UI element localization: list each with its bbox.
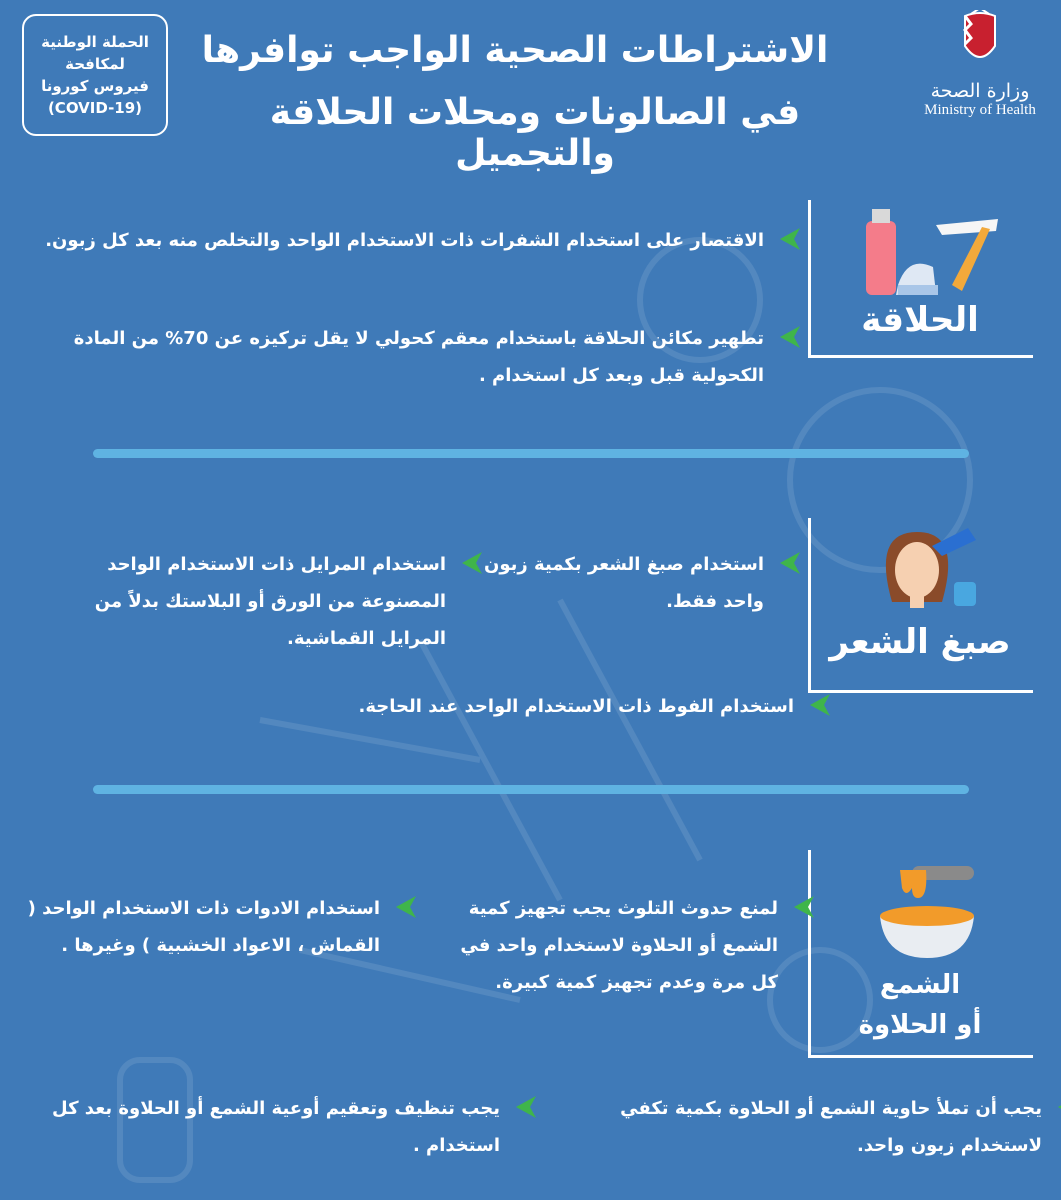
chevron-icon <box>510 1092 540 1122</box>
chevron-icon <box>390 892 420 922</box>
hair-dye-label: صبغ الشعر <box>829 622 1011 662</box>
ministry-logo <box>905 10 1055 140</box>
campaign-line-2: لمكافحة <box>65 55 125 73</box>
hair-dye-bullet-1 <box>470 546 804 620</box>
bullet-text: استخدام الادوات ذات الاستخدام الواحد ( القماش ، الاعواد الخشبية ) وغيرها . <box>27 898 380 956</box>
section-divider-2 <box>93 785 969 794</box>
shaving-icon <box>858 205 1008 297</box>
shaving-bullet-2 <box>20 320 804 394</box>
section-divider-1 <box>93 449 969 458</box>
campaign-line-3: فيروس كورونا <box>41 77 149 95</box>
bullet-text: يجب تنظيف وتعقيم أوعية الشمع أو الحلاوة بعد كل استخدام . <box>52 1098 500 1156</box>
chevron-icon <box>1052 1092 1061 1122</box>
wax-bullet-4 <box>20 1090 540 1164</box>
bullet-text: استخدام المرايل ذات الاستخدام الواحد المصنوعة من الورق أو البلاستك بدلاً من المرايل القماشية. <box>94 554 446 649</box>
ministry-name-en: Ministry of Health <box>924 102 1036 118</box>
wax-label-1: الشمع <box>879 970 961 1000</box>
wax-bullet-2 <box>20 890 420 964</box>
wax-bullet-1 <box>430 890 818 1001</box>
bullet-text: استخدام صبغ الشعر بكمية زبون واحد فقط. <box>484 554 764 612</box>
ministry-name-ar: وزارة الصحة <box>930 80 1030 102</box>
shaving-label: الحلاقة <box>861 300 979 340</box>
hair-dye-icon <box>872 522 982 617</box>
emblem-icon <box>957 10 1003 72</box>
bullet-text: تطهير مكائن الحلاقة باستخدام معقم كحولي لا يقل تركيزه عن 70% من المادة الكحولية قبل وبعد كل استخدام . <box>73 328 764 386</box>
campaign-line-4: (COVID-19) <box>47 99 143 117</box>
campaign-line-1: الحملة الوطنية <box>41 33 149 51</box>
chevron-icon <box>774 224 804 254</box>
bullet-text: لمنع حدوث التلوث يجب تجهيز كمية الشمع أو الحلاوة لاستخدام واحد في كل مرة وعدم تجهيز كمية كبيرة. <box>460 898 778 993</box>
chevron-icon <box>774 548 804 578</box>
bullet-text: يجب أن تملأ حاوية الشمع أو الحلاوة بكمية تكفي لاستخدام زبون واحد. <box>620 1098 1042 1156</box>
hair-dye-bullet-2 <box>38 546 486 657</box>
chevron-icon <box>788 892 818 922</box>
campaign-badge <box>22 14 168 136</box>
wax-bowl-icon <box>872 858 982 963</box>
chevron-icon <box>774 322 804 352</box>
chevron-icon <box>804 690 834 720</box>
wax-label-2: أو الحلاوة <box>858 1010 982 1040</box>
bullet-text: استخدام الفوط ذات الاستخدام الواحد عند الحاجة. <box>358 696 794 717</box>
hair-dye-bullet-3 <box>260 688 834 725</box>
wax-bullet-3 <box>560 1090 1061 1164</box>
page-title-line-1: الاشتراطات الصحية الواجب توافرها <box>201 30 829 71</box>
page-title-line-2: في الصالونات ومحلات الحلاقة والتجميل <box>269 92 801 174</box>
shaving-bullet-1 <box>20 222 804 259</box>
bullet-text: الاقتصار على استخدام الشفرات ذات الاستخدام الواحد والتخلص منه بعد كل زبون. <box>45 230 764 251</box>
chevron-icon <box>456 548 486 578</box>
